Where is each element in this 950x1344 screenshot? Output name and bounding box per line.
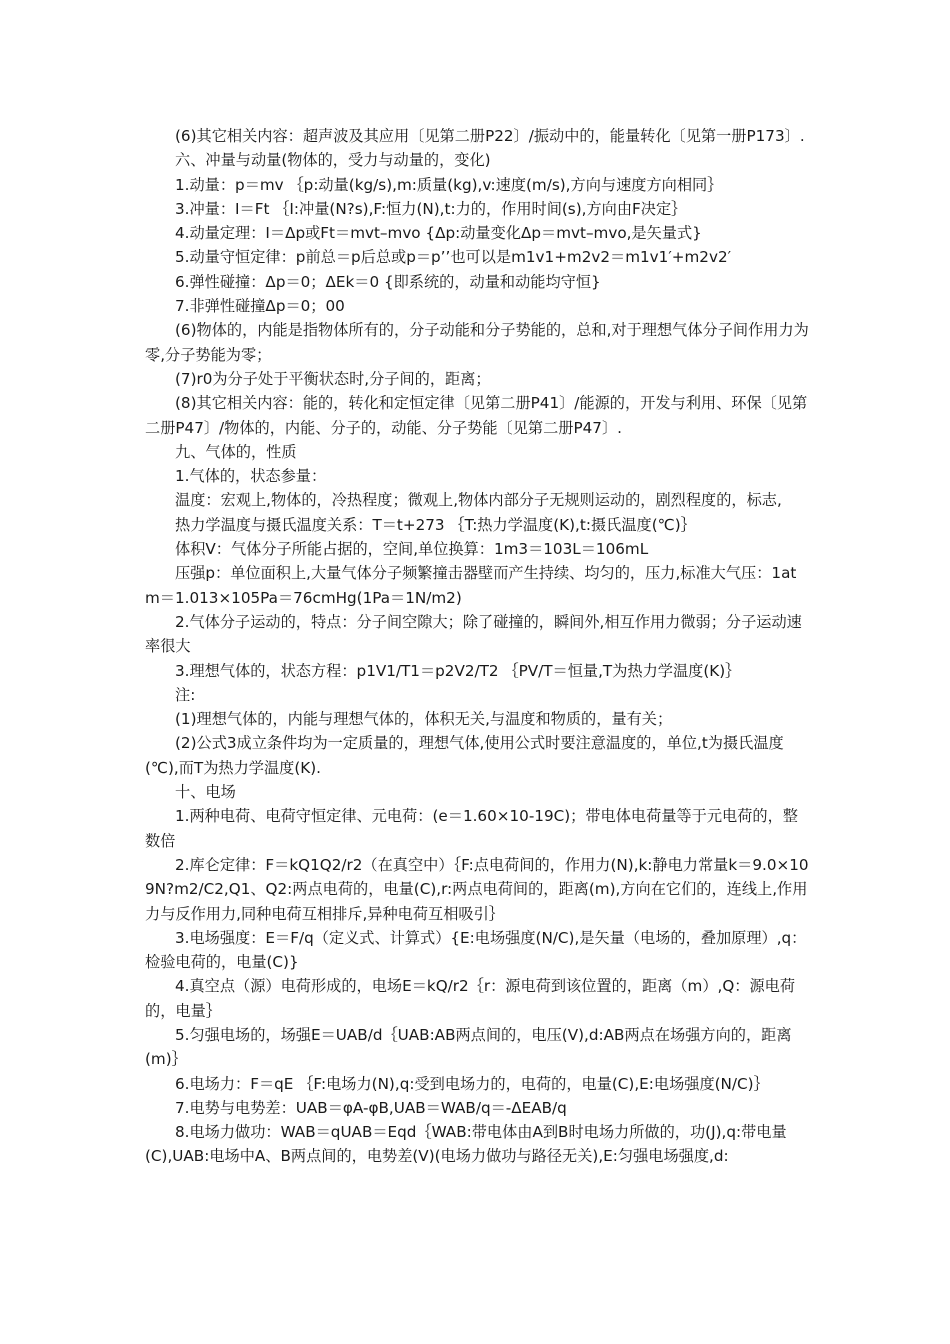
paragraph: 压强p：单位面积上,大量气体分子频繁撞击器壁而产生持续、均匀的，压力,标准大气压：1atm＝1.013×105Pa＝76cmHg(1Pa＝1N/m2) [145,564,797,607]
paragraph: 7.非弹性碰撞Δp＝0；00 [175,297,345,316]
paragraph: 1.气体的，状态参量： [175,467,327,486]
paragraph: 3.理想气体的，状态方程：p1V1/T1＝p2V2/T2 ｛PV/T＝恒量,T为热力学温度(K)｝ [175,661,741,680]
paragraph: 4.真空点（源）电荷形成的，电场E＝kQ/r2｛r：源电荷到该位置的，距离（m）,Q：源电荷的，电量｝ [145,977,796,1020]
paragraph: 2.气体分子运动的，特点：分子间空隙大；除了碰撞的，瞬间外,相互作用力微弱；分子运动速率很大 [145,612,802,656]
paragraph: 温度：宏观上,物体的，冷热程度；微观上,物体内部分子无规则运动的，剧烈程度的，标志, [175,491,782,510]
paragraph: 3.冲量：I＝Ft ｛I:冲量(N?s),F:恒力(N),t:力的，作用时间(s),方向由F决定｝ [175,199,687,218]
section-heading: 六、冲量与动量(物体的，受力与动量的，变化) [175,151,491,170]
paragraph: (6)其它相关内容：超声波及其应用〔见第二册P22〕/振动中的，能量转化〔见第一册P173〕. [175,127,805,145]
document-body [145,124,810,1169]
paragraph: 4.动量定理：I＝Δp或Ft＝mvt–mvo {Δp:动量变化Δp＝mvt–mvo,是矢量式} [175,224,702,243]
note-label: 注: [175,685,196,704]
paragraph: 6.弹性碰撞：Δp＝0；ΔEk＝0 {即系统的，动量和动能均守恒} [175,272,601,291]
paragraph: (6)物体的，内能是指物体所有的，分子动能和分子势能的，总和,对于理想气体分子间作用力为零,分子势能为零； [145,321,809,364]
section-heading: 十、电场 [175,783,236,802]
paragraph: 8.电场力做功：WAB＝qUAB＝Eqd｛WAB:带电体由A到B时电场力所做的，功(J),q:带电量(C),UAB:电场中A、B两点间的，电势差(V)(电场力做功与路径无关),E:匀强电场强度,d: [145,1123,787,1166]
paragraph: 体积V：气体分子所能占据的，空间,单位换算：1m3＝103L＝106mL [175,540,649,559]
paragraph: 热力学温度与摄氏温度关系：T＝t+273 ｛T:热力学温度(K),t:摄氏温度(℃)｝ [175,515,696,534]
paragraph: 3.电场强度：E＝F/q（定义式、计算式）{E:电场强度(N/C),是矢量（电场的，叠加原理）,q：检验电荷的，电量(C)} [145,928,807,972]
paragraph: (7)r0为分子处于平衡状态时,分子间的，距离； [175,369,491,388]
paragraph: 7.电势与电势差：UAB＝φA-φB,UAB＝WAB/q＝-ΔEAB/q [175,1098,567,1117]
paragraph: 5.动量守恒定律：p前总＝p后总或p＝p’’也可以是m1v1+m2v2＝m1v1′+m2v2′ [175,248,732,267]
paragraph: 2.库仑定律：F＝kQ1Q2/r2（在真空中）｛F:点电荷间的，作用力(N),k:静电力常量k＝9.0×109N?m2/C2,Q1、Q2:两点电荷的，电量(C),r:两点电荷间的，距离(m),方向在它们的，连线上,作用力与反作用力,同种电荷互相排斥,异种电荷互相吸引｝ [145,855,809,923]
paragraph: (1)理想气体的，内能与理想气体的，体积无关,与温度和物质的，量有关； [175,710,673,729]
paragraph: (8)其它相关内容：能的，转化和定恒定律〔见第二册P41〕/能源的，开发与利用、环保〔见第二册P47〕/物体的，内能、分子的，动能、分子势能〔见第二册P47〕. [145,394,808,437]
paragraph: 6.电场力：F＝qE ｛F:电场力(N),q:受到电场力的，电荷的，电量(C),E:电场强度(N/C)｝ [175,1074,769,1093]
paragraph: (2)公式3成立条件均为一定质量的，理想气体,使用公式时要注意温度的，单位,t为摄氏温度(℃),而T为热力学温度(K). [145,734,784,777]
paragraph: 5.匀强电场的，场强E＝UAB/d｛UAB:AB两点间的，电压(V),d:AB两点在场强方向的，距离(m)｝ [145,1025,792,1069]
paragraph: 1.两种电荷、电荷守恒定律、元电荷：(e＝1.60×10-19C)；带电体电荷量等于元电荷的，整数倍 [145,807,798,850]
section-heading: 九、气体的，性质 [175,442,297,461]
paragraph: 1.动量：p＝mv ｛p:动量(kg/s),m:质量(kg),v:速度(m/s),方向与速度方向相同｝ [175,175,723,194]
